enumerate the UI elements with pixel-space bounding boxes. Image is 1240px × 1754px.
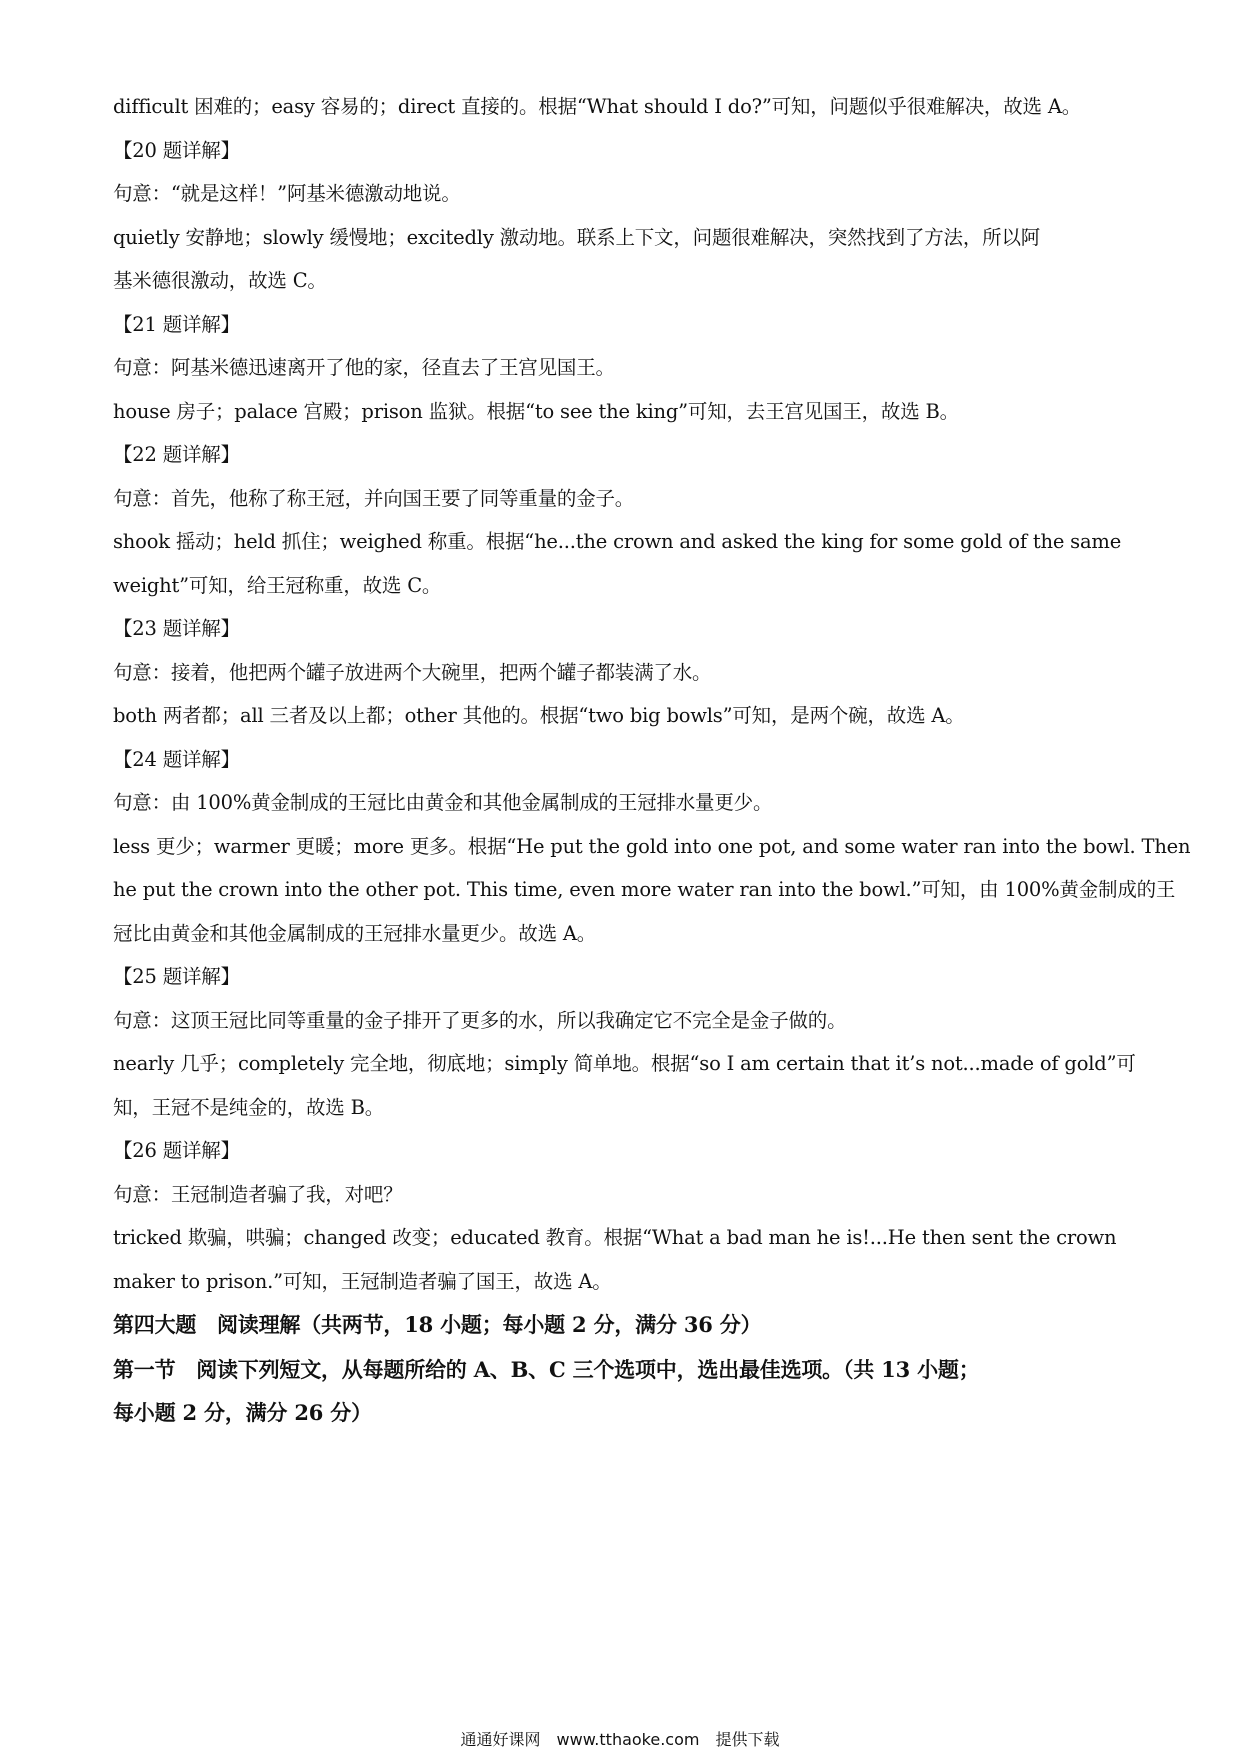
text-line: 句意：王冠制造者骗了我，对吧？: [113, 1183, 403, 1206]
question-heading: 【24 题详解】: [113, 748, 240, 771]
text-line: quietly 安静地；slowly 缓慢地；excitedly 激动地。联系上下文，问题很难解决，突然找到了方法，所以阿: [113, 226, 1041, 249]
question-heading: 【21 题详解】: [113, 313, 240, 336]
question-heading: 【22 题详解】: [113, 443, 240, 466]
text-line: 知，王冠不是纯金的，故选 B。: [113, 1096, 385, 1119]
question-heading: 【25 题详解】: [113, 965, 240, 988]
text-line: he put the crown into the other pot. This time, even more water ran into the bowl.”可知，由 100%黄金制成的王: [113, 878, 1176, 901]
text-line: 句意：接着，他把两个罐子放进两个大碗里，把两个罐子都装满了水。: [113, 661, 712, 684]
text-line: both 两者都；all 三者及以上都；other 其他的。根据“two big bowls”可知，是两个碗，故选 A。: [113, 704, 965, 727]
question-heading: 【23 题详解】: [113, 617, 240, 640]
text-line: 句意：由 100%黄金制成的王冠比由黄金和其他金属制成的王冠排水量更少。: [113, 791, 773, 814]
text-line: 句意：这顶王冠比同等重量的金子排开了更多的水，所以我确定它不完全是金子做的。: [113, 1009, 847, 1032]
section-subtitle-continued: 每小题 2 分，满分 26 分）: [113, 1400, 372, 1425]
text-line: nearly 几乎；completely 完全地，彻底地；simply 简单地。根据“so I am certain that it’s not...made of gold”可: [113, 1052, 1136, 1075]
text-line: house 房子；palace 宫殿；prison 监狱。根据“to see the king”可知，去王宫见国王，故选 B。: [113, 400, 959, 423]
text-line: shook 摇动；held 抓住；weighed 称重。根据“he...the crown and asked the king for some gold of the same: [113, 530, 1122, 553]
page-footer: 通通好课网 www.tthaoke.com 提供下载: [460, 1730, 780, 1749]
text-line: 冠比由黄金和其他金属制成的王冠排水量更少。故选 A。: [113, 922, 597, 945]
text-line: 句意：阿基米德迅速离开了他的家，径直去了王宫见国王。: [113, 356, 615, 379]
text-line: less 更少；warmer 更暖；more 更多。根据“He put the gold into one pot, and some water ran into the bowl. Then: [113, 835, 1191, 858]
text-line: tricked 欺骗，哄骗；changed 改变；educated 教育。根据“What a bad man he is!...He then sent the crown: [113, 1226, 1117, 1249]
question-heading: 【20 题详解】: [113, 139, 240, 162]
text-line: 句意：“就是这样！”阿基米德激动地说。: [113, 182, 461, 205]
section-title: 第四大题 阅读理解（共两节，18 小题；每小题 2 分，满分 36 分）: [113, 1312, 762, 1337]
question-heading: 【26 题详解】: [113, 1139, 240, 1162]
text-line: difficult 困难的；easy 容易的；direct 直接的。根据“What should I do?”可知，问题似乎很难解决，故选 A。: [113, 95, 1082, 118]
text-line: 基米德很激动，故选 C。: [113, 269, 327, 292]
text-line: 句意：首先，他称了称王冠，并向国王要了同等重量的金子。: [113, 487, 635, 510]
text-line: weight”可知，给王冠称重，故选 C。: [113, 574, 442, 597]
text-line: maker to prison.”可知，王冠制造者骗了国王，故选 A。: [113, 1270, 612, 1293]
section-subtitle: 第一节 阅读下列短文，从每题所给的 A、B、C 三个选项中，选出最佳选项。（共 13 小题；: [113, 1357, 980, 1382]
